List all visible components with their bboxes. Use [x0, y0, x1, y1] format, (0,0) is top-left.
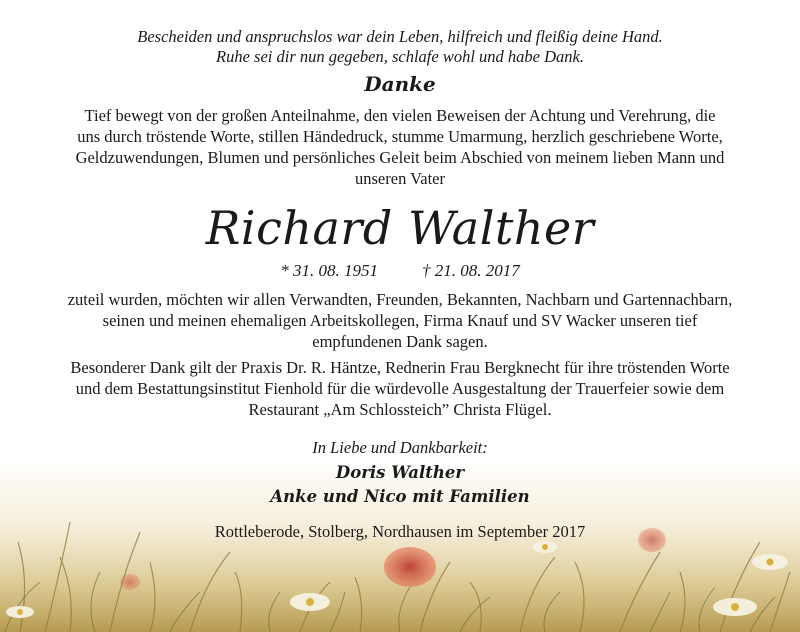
- thanks-line-3: empfundenen Dank sagen.: [312, 332, 488, 351]
- special-thanks-line-2: und dem Bestattungsinstitut Fienhold für die würdevolle Ausgestaltung der Trauerfeier sowie dem: [75, 379, 725, 398]
- birth-date: * 31. 08. 1951: [280, 261, 378, 280]
- signer-2: Anke und Nico mit Familien: [270, 487, 530, 506]
- special-thanks-line-3: Restaurant „Am Schlossteich” Christa Flügel.: [248, 400, 552, 419]
- thanks-line-2: seinen und meinen ehemaligen Arbeitskollegen, Firma Knauf und SV Wacker unseren tief: [102, 311, 698, 330]
- intro-line-3: Geldzuwendungen, Blumen und persönliches Geleit beim Abschied von meinem lieben Mann und: [75, 148, 725, 167]
- signer-1: Doris Walther: [335, 463, 465, 482]
- intro-line-4: unseren Vater: [355, 169, 445, 188]
- intro-line-1: Tief bewegt von der großen Anteilnahme, den vielen Beweisen der Achtung und Verehrung, die: [84, 106, 716, 125]
- motto-line-1: Bescheiden und anspruchslos war dein Leben, hilfreich und fleißig deine Hand.: [137, 27, 663, 46]
- heading-danke: Danke: [364, 72, 436, 96]
- intro-line-2: uns durch tröstende Worte, stillen Händedruck, stumme Umarmung, herzlich geschriebene Worte,: [77, 127, 723, 146]
- deceased-name: Richard Walther: [205, 201, 595, 255]
- motto-line-2: Ruhe sei dir nun gegeben, schlafe wohl und habe Dank.: [216, 47, 584, 66]
- life-dates: [20, 260, 780, 282]
- place-and-date: Rottleberode, Stolberg, Nordhausen im September 2017: [214, 522, 586, 541]
- closing-phrase: In Liebe und Dankbarkeit:: [312, 438, 488, 457]
- thanks-line-1: zuteil wurden, möchten wir allen Verwandten, Freunden, Bekannten, Nachbarn und Gartennachbarn,: [67, 290, 733, 309]
- death-date: † 21. 08. 2017: [422, 261, 520, 280]
- special-thanks-line-1: Besonderer Dank gilt der Praxis Dr. R. Häntze, Rednerin Frau Bergknecht für ihre tröstenden Worte: [70, 358, 730, 377]
